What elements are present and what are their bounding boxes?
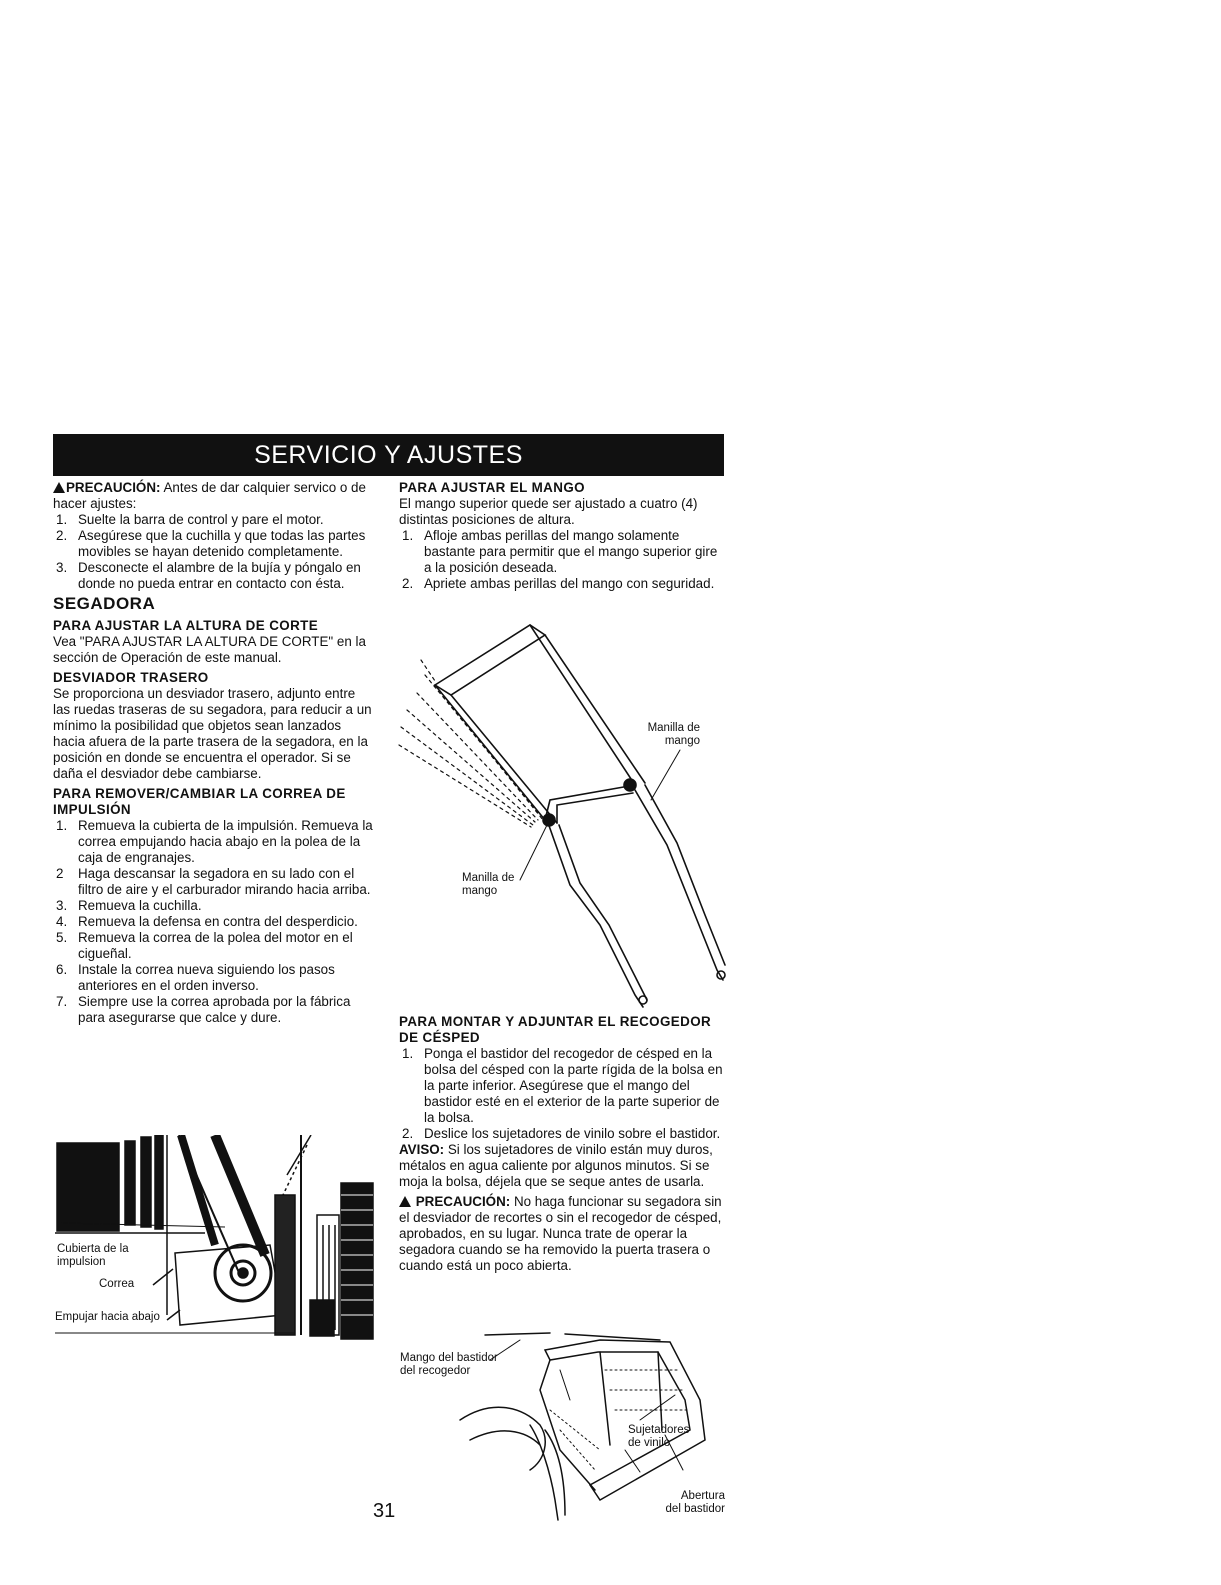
right-column-bottom: [399, 1014, 725, 1274]
list-item: 2. Asegúrese que la cuchilla y que todas las partes movibles se hayan detenido completamente.: [56, 528, 366, 559]
list-item: 1. Remueva la cubierta de la impulsión. Remueva la correa empujando hacia abajo en la polea de la caja de engranajes.: [56, 818, 373, 865]
label-cubierta: Cubierta de la impulsion: [57, 1243, 129, 1268]
page-number: 31: [373, 1500, 396, 1522]
heading-desviador: DESVIADOR TRASERO: [53, 670, 209, 685]
list-item: 5. Remueva la correa de la polea del motor en el cigueñal.: [56, 930, 353, 961]
label-sujetadores: Sujetadores de vinilo: [628, 1424, 690, 1449]
heading-montar: PARA MONTAR Y ADJUNTAR EL RECOGEDOR DE CÉSPED: [399, 1014, 712, 1045]
label-manilla-right: Manilla de mango: [647, 722, 700, 747]
label-manilla-left: Manilla de mango: [462, 872, 515, 897]
list-item: 6. Instale la correa nueva siguiendo los pasos anteriores en el orden inverso.: [56, 962, 335, 993]
list-item: 3. Desconecte el alambre de la bujía y póngalo en donde no pueda entrar en contacto con ésta.: [56, 560, 361, 591]
warning-triangle-icon: [53, 482, 65, 493]
mango-steps: [399, 528, 725, 592]
caution-label: PRECAUCIÓN:: [66, 480, 161, 495]
mango-text: El mango superior quede ser ajustado a cuatro (4) distintas posiciones de altura.: [399, 496, 698, 527]
warning-triangle-icon: [399, 1196, 411, 1207]
list-item: 1. Afloje ambas perillas del mango solamente bastante para permitir que el mango superior gire a la posición deseada.: [402, 528, 718, 575]
handle-illustration: [395, 615, 730, 1010]
heading-segadora: SEGADORA: [53, 594, 156, 613]
section-banner: SERVICIO Y AJUSTES: [53, 434, 724, 476]
list-item: 1. Ponga el bastidor del recogedor de césped en la bolsa del césped con la parte rígida de la bolsa en la parte inferior. Asegúrese que el mango del bastidor esté en el exterior de la parte superior de la bolsa.: [402, 1046, 723, 1125]
label-empujar: Empujar hacia abajo: [55, 1311, 160, 1323]
caution-steps: [53, 512, 375, 592]
label-abertura: Abertura del bastidor: [665, 1490, 725, 1515]
caution-text: Antes de dar calquier servico o de hacer ajustes:: [53, 480, 366, 511]
heading-altura: PARA AJUSTAR LA ALTURA DE CORTE: [53, 618, 319, 633]
label-mango-bastidor: Mango del bastidor del recogedor: [400, 1352, 498, 1377]
list-item: 2. Apriete ambas perillas del mango con seguridad.: [402, 576, 715, 591]
list-item: 2. Deslice los sujetadores de vinilo sobre el bastidor.: [402, 1126, 721, 1141]
aviso-paragraph: AVISO: Si los sujetadores de vinilo están muy duros, métalos en agua caliente por algunos minutos. Si se moja la bolsa, déjela que se seque antes de usarla.: [399, 1142, 713, 1189]
list-item: 2 Haga descansar la segadora en su lado con el filtro de aire y el carburador mirando hacia arriba.: [56, 866, 371, 897]
drive-belt-illustration: [55, 1135, 375, 1340]
right-column-top: [399, 480, 725, 592]
list-item: 3. Remueva la cuchilla.: [56, 898, 202, 913]
heading-correa: PARA REMOVER/CAMBIAR LA CORREA DE IMPULSIÓN: [53, 786, 346, 817]
left-column: [53, 480, 375, 1026]
label-correa: Correa: [99, 1278, 135, 1290]
list-item: 1. Suelte la barra de control y pare el motor.: [56, 512, 324, 527]
heading-mango: PARA AJUSTAR EL MANGO: [399, 480, 585, 495]
correa-steps: [53, 818, 375, 1026]
list-item: 4. Remueva la defensa en contra del desperdicio.: [56, 914, 358, 929]
caution-intro: [53, 480, 375, 512]
caution-paragraph: PRECAUCIÓN: No haga funcionar su segadora sin el desviador de recortes o sin el recogedor de césped, aprobados, en su lugar. Nunca trate de operar la segadora cuando se ha removido la puerta trasera o cuando está un poco abierta.: [399, 1194, 722, 1273]
list-item: 7. Siempre use la correa aprobada por la fábrica para asegurarse que calce y dure.: [56, 994, 351, 1025]
desviador-text: Se proporciona un desviador trasero, adjunto entre las ruedas traseras de su segadora, para reducir a un mínimo la posibilidad que objetos sean lanzados hacia afuera de la parte trasera de la segadora, en la posición en donde se encuentra el operador. Si se daña el desviador debe cambiarse.: [53, 686, 372, 781]
altura-text: Vea "PARA AJUSTAR LA ALTURA DE CORTE" en la sección de Operación de este manual.: [53, 634, 366, 665]
montar-steps: [399, 1046, 725, 1142]
